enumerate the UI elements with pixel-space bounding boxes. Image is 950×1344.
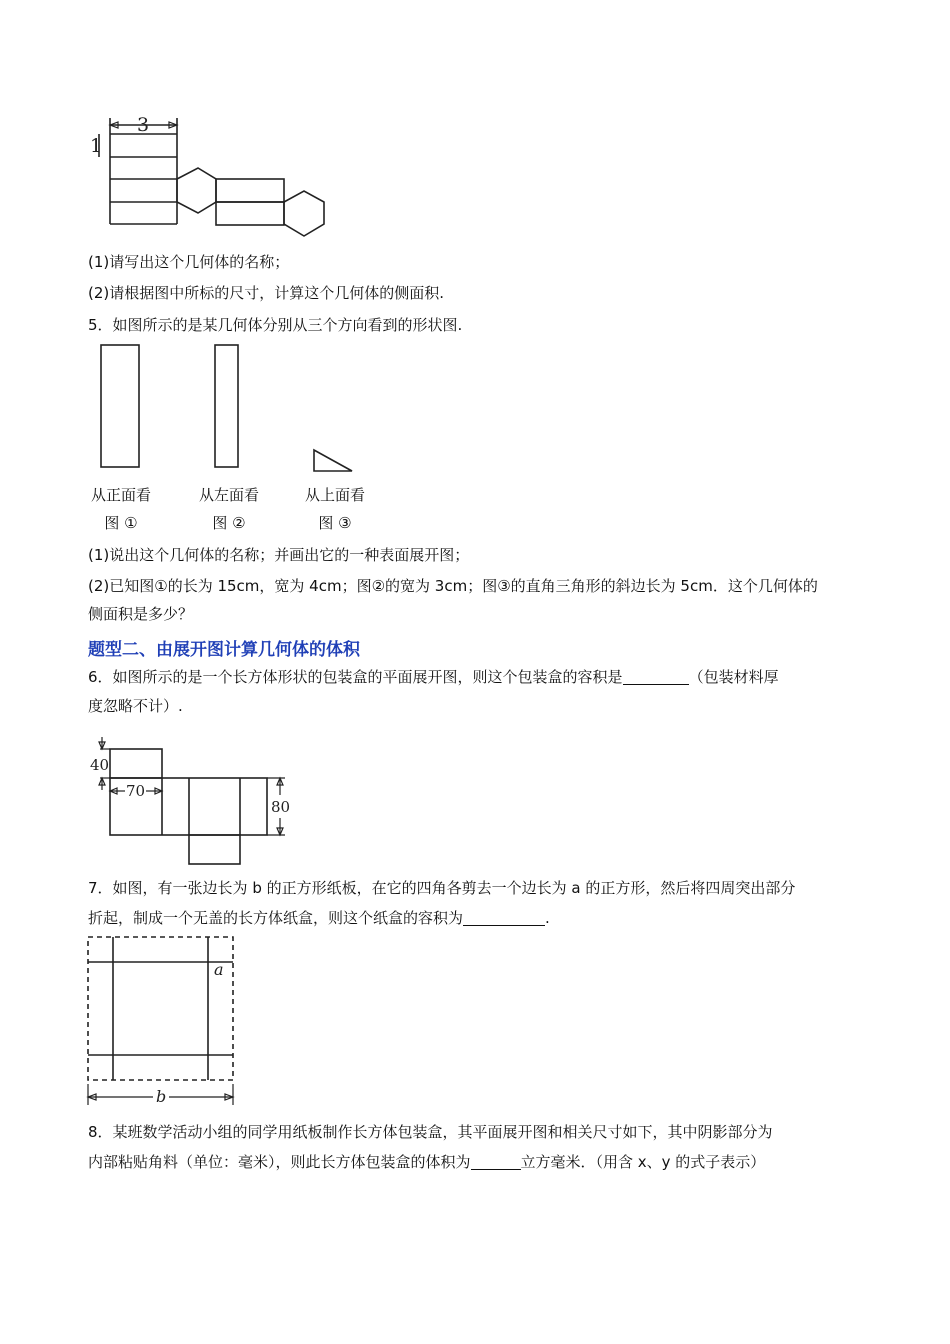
hexagonal-prism-net-figure [85,112,335,232]
q6-stem-line1 [88,667,779,687]
q6-stem-a: 6．如图所示的是一个长方体形状的包装盒的平面展开图，则这个包装盒的容积是 [88,668,623,686]
q8-answer-blank[interactable] [471,1153,521,1170]
q7-answer-blank[interactable] [463,909,545,926]
view-front-title: 从正面看 [90,486,151,504]
view-top-fig: 图 ③ [318,514,352,532]
dim-top-label: 40 [90,756,110,774]
q5-part2-line1: (2)已知图①的长为 15cm，宽为 4cm；图②的宽为 3cm；图③的直角三角形的斜边长为 5cm．这个几何体的 [88,577,818,595]
width-label: 3 [137,114,150,136]
q8-stem-b: 立方毫米．（用含 x、y 的式子表示） [520,1153,766,1171]
view-left-fig: 图 ② [212,514,246,532]
top-view-triangle [314,450,352,471]
box-net-figure [85,733,300,865]
q4-part2: (2)请根据图中所标的尺寸，计算这个几何体的侧面积. [88,284,445,302]
left-view-rect [215,345,238,467]
q6-stem-b: （包装材料厚 [688,668,779,686]
q5-stem: 5．如图所示的是某几何体分别从三个方向看到的形状图. [88,316,463,334]
height-label: 1 [90,135,103,157]
q7-stem-line2 [88,908,550,928]
q5-part2-line2: 侧面积是多少？ [88,605,194,623]
q6-answer-blank[interactable] [623,668,689,685]
q8-stem-a: 内部粘贴角料（单位：毫米），则此长方体包装盒的体积为 [88,1153,471,1171]
view-top-title: 从上面看 [304,486,365,504]
q8-stem-line2 [88,1152,765,1172]
view-left-title: 从左面看 [198,486,259,504]
three-views-figure [95,340,365,475]
view-front-fig: 图 ① [104,514,138,532]
q7-stem-a: 折起，制成一个无盖的长方体纸盒，则这个纸盒的容积为 [88,909,464,927]
side-b-label: b [156,1087,167,1106]
section-heading: 题型二、由展开图计算几何体的体积 [88,640,360,660]
front-view-rect [101,345,139,467]
dim-height-label: 80 [271,798,291,816]
q7-stem-line1: 7．如图，有一张边长为 b 的正方形纸板，在它的四角各剪去一个边长为 a 的正方形，然后将四周突出部分 [88,879,796,897]
side-a-label: a [214,960,224,979]
q5-part1: (1)说出这个几何体的名称；并画出它的一种表面展开图； [88,546,470,564]
q8-stem-line1: 8．某班数学活动小组的同学用纸板制作长方体包装盒，其平面展开图和相关尺寸如下，其中阴影部分为 [88,1123,773,1141]
paperboard-square-figure [85,933,240,1108]
dim-width-label: 70 [126,782,146,800]
q4-part1: (1)请写出这个几何体的名称； [88,253,290,271]
q7-stem-b: . [545,909,550,927]
q6-stem-line2: 度忽略不计）. [88,697,183,715]
